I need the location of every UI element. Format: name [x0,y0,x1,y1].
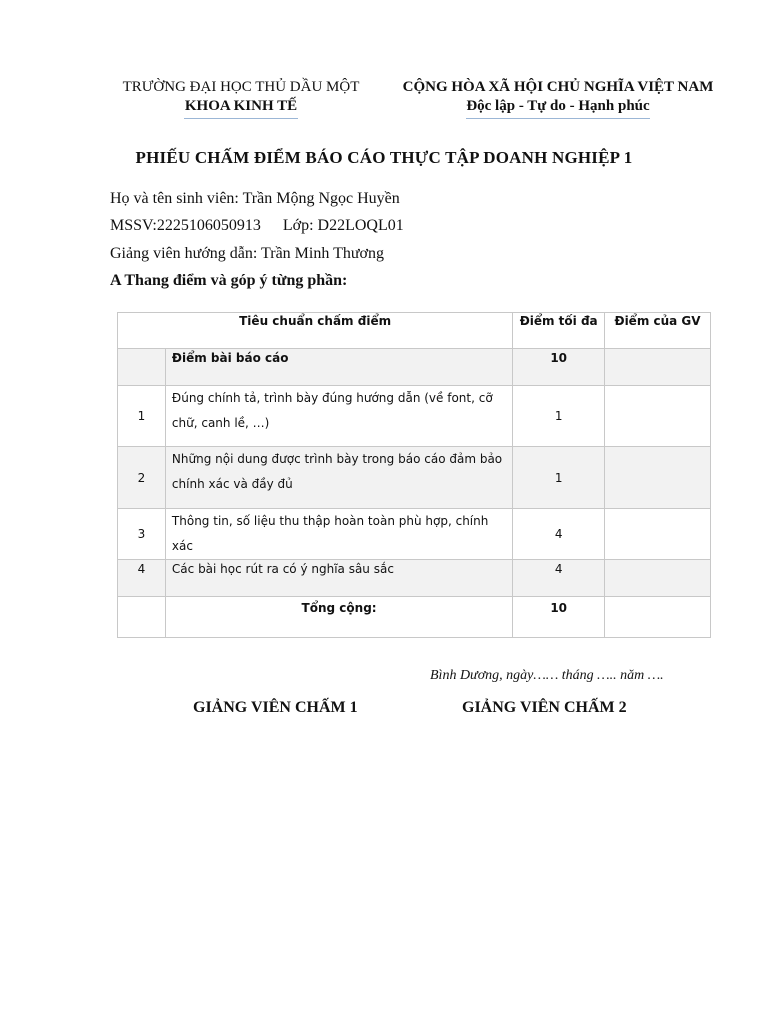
cell-gv-input[interactable] [605,560,711,597]
date-line: Bình Dương, ngày…… tháng ….. năm …. [430,668,664,683]
cell-total-max: 10 [513,597,605,638]
table-row [118,447,711,509]
cell-total-label: Tổng cộng: [165,597,512,638]
cell-max: 10 [513,349,605,386]
table-row-group [118,349,711,386]
table-header-row [118,313,711,349]
cell-max: 1 [513,386,605,447]
cell-gv-input[interactable] [605,597,711,638]
signer-2: GIẢNG VIÊN CHẤM 2 [462,699,627,716]
student-mssv: MSSV:2225106050913 [110,217,261,234]
university-name: TRƯỜNG ĐẠI HỌC THỦ DẦU MỘT [122,79,360,95]
section-a-heading: A Thang điểm và góp ý từng phần: [110,272,348,289]
cell-no [118,597,166,638]
faculty-name: KHOA KINH TẾ [184,98,298,114]
cell-max: 4 [513,560,605,597]
motto-underline [466,118,650,119]
table-row [118,560,711,597]
cell-criteria: Điểm bài báo cáo [165,349,512,386]
nation-name: CỘNG HÒA XÃ HỘI CHỦ NGHĨA VIỆT NAM [402,79,714,95]
header-gv: Điểm của GV [605,313,711,349]
student-id-line [110,217,404,235]
cell-criteria: Các bài học rút ra có ý nghĩa sâu sắc [165,560,512,597]
cell-no: 3 [118,509,166,560]
cell-gv-input[interactable] [605,349,711,386]
table-row [118,509,711,560]
grading-table [117,312,711,638]
header-max: Điểm tối đa [513,313,605,349]
student-class: Lớp: D22LOQL01 [282,217,404,234]
header-right [392,78,724,119]
faculty-underline [184,118,298,119]
motto: Độc lập - Tự do - Hạnh phúc [466,98,650,114]
cell-no [118,349,166,386]
cell-criteria: Thông tin, số liệu thu thập hoàn toàn phù hợp, chính xác [165,509,512,560]
page-title: PHIẾU CHẤM ĐIỂM BÁO CÁO THỰC TẬP DOANH NGHIỆP 1 [135,148,633,167]
cell-max: 4 [513,509,605,560]
cell-max: 1 [513,447,605,509]
header-left [112,78,370,119]
header-criteria: Tiêu chuẩn chấm điểm [118,313,513,349]
cell-criteria: Những nội dung được trình bày trong báo cáo đảm bảo chính xác và đầy đủ [165,447,512,509]
student-name: Họ và tên sinh viên: Trần Mộng Ngọc Huyền [110,190,400,207]
cell-no: 2 [118,447,166,509]
signer-1: GIẢNG VIÊN CHẤM 1 [193,699,358,716]
table-row-total [118,597,711,638]
cell-no: 4 [118,560,166,597]
cell-gv-input[interactable] [605,447,711,509]
cell-criteria: Đúng chính tả, trình bày đúng hướng dẫn (về font, cỡ chữ, canh lề, …) [165,386,512,447]
cell-gv-input[interactable] [605,509,711,560]
table-row [118,386,711,447]
cell-gv-input[interactable] [605,386,711,447]
cell-no: 1 [118,386,166,447]
advisor-name: Giảng viên hướng dẫn: Trần Minh Thương [110,245,384,262]
